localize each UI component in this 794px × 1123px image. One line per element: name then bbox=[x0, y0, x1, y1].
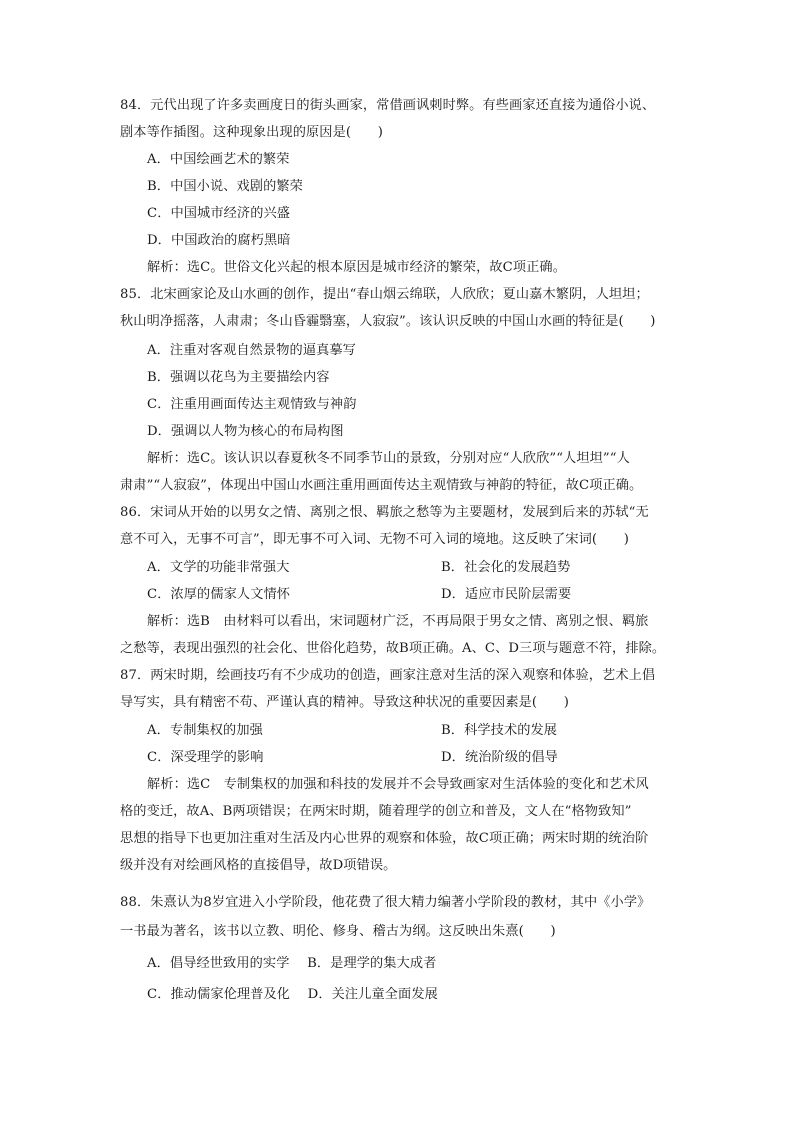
q86-stem-line-1: 86．宋词从开始的以男女之情、离别之恨、羁旅之愁等为主要题材，发展到后来的苏轼“无 bbox=[120, 505, 649, 520]
q87-option-d: D．统治阶级的倡导 bbox=[441, 750, 558, 765]
q86-option-c: C．浓厚的儒家人文情怀 bbox=[147, 587, 291, 602]
q85-option-a: A．注重对客观自然景物的逼真摹写 bbox=[147, 343, 356, 358]
q87-stem-line-1: 87．两宋时期，绘画技巧有不少成功的创造，画家注意对生活的深入观察和体验，艺术上倡 bbox=[120, 668, 656, 683]
q87-stem-line-2: 导写实，具有精密不苟、严谨认真的精神。导致这种状况的重要因素是( ) bbox=[120, 695, 569, 710]
q88-stem-line-1: 88．朱熹认为8岁宜进入小学阶段，他花费了很大精力编著小学阶段的教材，其中《小学》 bbox=[120, 895, 651, 910]
q85-option-c: C．注重用画面传达主观情致与神韵 bbox=[147, 397, 357, 412]
q87-option-a: A．专制集权的加强 bbox=[147, 723, 263, 738]
q88-stem-line-2: 一书最为著名，该书以立教、明伦、修身、稽古为纲。这反映出朱熹( ) bbox=[120, 924, 556, 939]
q86-option-d: D．适应市民阶层需要 bbox=[441, 587, 572, 602]
q84-analysis-line-1: 解析：选C。世俗文化兴起的根本原因是城市经济的繁荣，故C项正确。 bbox=[147, 260, 567, 275]
q84-option-a: A．中国绘画艺术的繁荣 bbox=[147, 152, 290, 167]
q87-option-c: C．深受理学的影响 bbox=[147, 750, 264, 765]
q86-analysis-line-1: 解析：选B 由材料可以看出，宋词题材广泛，不再局限于男女之情、离别之恨、羁旅 bbox=[147, 614, 649, 629]
q84-stem-line-2: 剧本等作插图。这种现象出现的原因是( ) bbox=[120, 125, 383, 140]
q85-analysis-line-2: 肃肃”“人寂寂”，体现出中国山水画注重用画面传达主观情致与神韵的特征，故C项正确。 bbox=[120, 478, 643, 493]
q88-options-row-2: C．推动儒家伦理普及化 D．关注儿童全面发展 bbox=[147, 987, 438, 1002]
q86-option-a: A．文学的功能非常强大 bbox=[147, 560, 290, 575]
q84-stem-line-1: 84．元代出现了许多卖画度日的街头画家，常借画讽刺时弊。有些画家还直接为通俗小说、 bbox=[120, 98, 656, 113]
q87-analysis-line-1: 解析：选C 专制集权的加强和科技的发展并不会导致画家对生活体验的变化和艺术风 bbox=[147, 777, 649, 792]
q85-stem-line-2: 秋山明净摇落，人肃肃；冬山昏霾翳塞，人寂寂”。该认识反映的中国山水画的特征是( ) bbox=[120, 314, 656, 329]
q84-option-b: B．中国小说、戏剧的繁荣 bbox=[147, 179, 303, 194]
q86-stem-line-2: 意不可入，无事不可言”，即无事不可入词、无物不可入词的境地。这反映了宋词( ) bbox=[120, 532, 629, 547]
q85-option-b: B．强调以花鸟为主要描绘内容 bbox=[147, 370, 330, 385]
q88-options-row-1: A．倡导经世致用的实学 B．是理学的集大成者 bbox=[147, 956, 437, 971]
q84-option-c: C．中国城市经济的兴盛 bbox=[147, 206, 291, 221]
q85-stem-line-1: 85．北宋画家论及山水画的创作，提出“春山烟云绵联，人欣欣；夏山嘉木繁阴，人坦坦； bbox=[120, 287, 649, 302]
q87-analysis-line-3: 思想的指导下也更加注重对生活及内心世界的观察和体验，故C项正确；两宋时期的统治阶 bbox=[120, 831, 649, 846]
q87-option-b: B．科学技术的发展 bbox=[441, 723, 558, 738]
q87-analysis-line-2: 格的变迁，故A、B两项错误；在两宋时期，随着理学的创立和普及，文人在“格物致知” bbox=[120, 804, 632, 819]
q86-option-b: B．社会化的发展趋势 bbox=[441, 560, 571, 575]
q86-analysis-line-2: 之愁等，表现出强烈的社会化、世俗化趋势，故B项正确。A、C、D三项与题意不符，排除。 bbox=[120, 641, 666, 656]
q85-option-d: D．强调以人物为核心的布局构图 bbox=[147, 424, 344, 439]
q84-option-d: D．中国政治的腐朽黑暗 bbox=[147, 233, 291, 248]
q85-analysis-line-1: 解析：选C。该认识以春夏秋冬不同季节山的景致，分别对应“人欣欣”“人坦坦”“人 bbox=[147, 451, 630, 466]
q87-analysis-line-4: 级并没有对绘画风格的直接倡导，故D项错误。 bbox=[120, 858, 397, 873]
